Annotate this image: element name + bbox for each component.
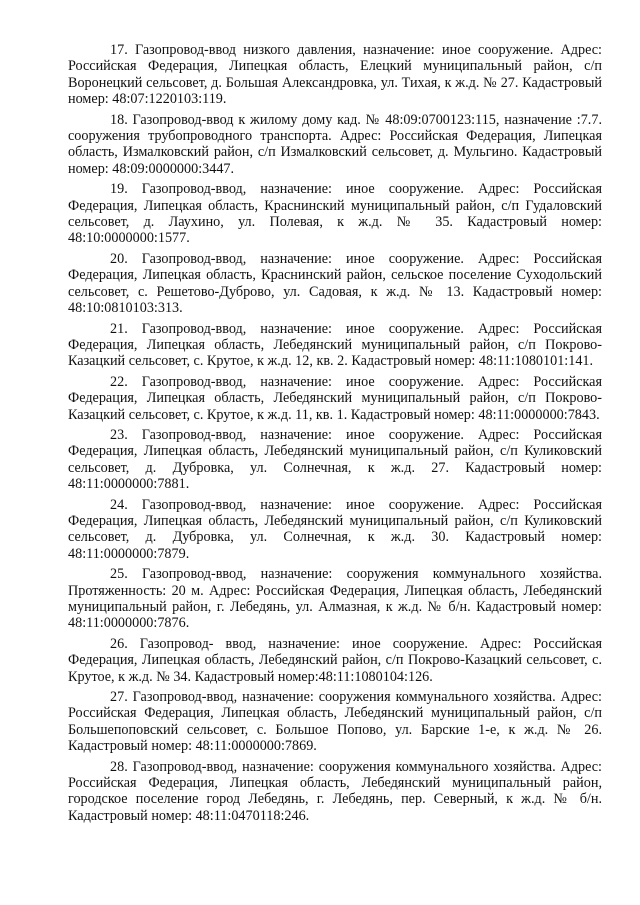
list-item-24: 24. Газопровод-ввод, назначение: иное сооружение. Адрес: Российская Федерация, Липецкая область, Лебедянский муниципальный район, с/п Куликовский сельсовет, д. Дубровка, ул. Солнечная, к ж.д. 30. Кадастровый номер: 48:11:0000000:7879.	[68, 496, 602, 562]
list-item-22: 22. Газопровод-ввод, назначение: иное сооружение. Адрес: Российская Федерация, Липецкая область, Лебедянский муниципальный район, с/п Покрово-Казацкий сельсовет, с. Крутое, к ж.д. 11, кв. 1. Кадастровый номер: 48:11:0000000:7843.	[68, 373, 602, 423]
list-item-17: 17. Газопровод-ввод низкого давления, назначение: иное сооружение. Адрес: Российская Федерация, Липецкая область, Елецкий муниципальный район, с/п Воронецкий сельсовет, д. Большая Александровка, ул. Тихая, к ж.д. № 27. Кадастровый номер: 48:07:1220103:119.	[68, 42, 602, 108]
list-item-25: 25. Газопровод-ввод, назначение: сооружения коммунального хозяйства. Протяженность: 20 м. Адрес: Российская Федерация, Липецкая область, Лебедянский муниципальный район, г. Лебедянь, ул. Алмазная, к ж.д. № б/н. Кадастровый номер: 48:11:0000000:7876.	[68, 566, 602, 632]
list-item-28: 28. Газопровод-ввод, назначение: сооружения коммунального хозяйства. Адрес: Российская Федерация, Липецкая область, Лебедянский муниципальный район, городское поселение город Лебедянь, г. Лебедянь, пер. Северный, к ж.д. № б/н. Кадастровый номер: 48:11:0470118:246.	[68, 758, 602, 824]
list-item-18: 18. Газопровод-ввод к жилому дому кад. № 48:09:0700123:115, назначение :7.7. сооружения трубопроводного транспорта. Адрес: Российская Федерация, Липецкая область, Измалковский район, с/п Измалковский сельсовет, д. Мульгино. Кадастровый номер: 48:09:0000000:3447.	[68, 111, 602, 177]
list-item-21: 21. Газопровод-ввод, назначение: иное сооружение. Адрес: Российская Федерация, Липецкая область, Лебедянский муниципальный район, с/п Покрово-Казацкий сельсовет, с. Крутое, к ж.д. 12, кв. 2. Кадастровый номер: 48:11:1080101:141.	[68, 320, 602, 370]
list-item-26: 26. Газопровод- ввод, назначение: иное сооружение. Адрес: Российская Федерация, Липецкая область, Лебедянский район, с/п Покрово-Казацкий сельсовет, с. Крутое, к ж.д. № 34. Кадастровый номер:48:11:1080104:126.	[68, 635, 602, 685]
list-item-19: 19. Газопровод-ввод, назначение: иное сооружение. Адрес: Российская Федерация, Липецкая область, Краснинский муниципальный район, с/п Гудаловский сельсовет, д. Лаухино, ул. Полевая, к ж.д. № 35. Кадастровый номер: 48:10:0000000:1577.	[68, 181, 602, 247]
list-item-20: 20. Газопровод-ввод, назначение: иное сооружение. Адрес: Российская Федерация, Липецкая область, Краснинский район, сельское поселение Суходольский сельсовет, с. Решетово-Дуброво, ул. Садовая, к ж.д. № 13. Кадастровый номер: 48:10:0810103:313.	[68, 250, 602, 317]
list-item-23: 23. Газопровод-ввод, назначение: иное сооружение. Адрес: Российская Федерация, Липецкая область, Лебедянский муниципальный район, с/п Куликовский сельсовет, д. Дубровка, ул. Солнечная, к ж.д. 27. Кадастровый номер: 48:11:0000000:7881.	[68, 426, 602, 493]
list-item-27: 27. Газопровод-ввод, назначение: сооружения коммунального хозяйства. Адрес: Российская Федерация, Липецкая область, Лебедянский муниципальный район, с/п Большепоповский сельсовет, с. Большое Попово, ул. Барские 1-е, к ж.д. № 26. Кадастровый номер: 48:11:0000000:7869.	[68, 689, 602, 755]
